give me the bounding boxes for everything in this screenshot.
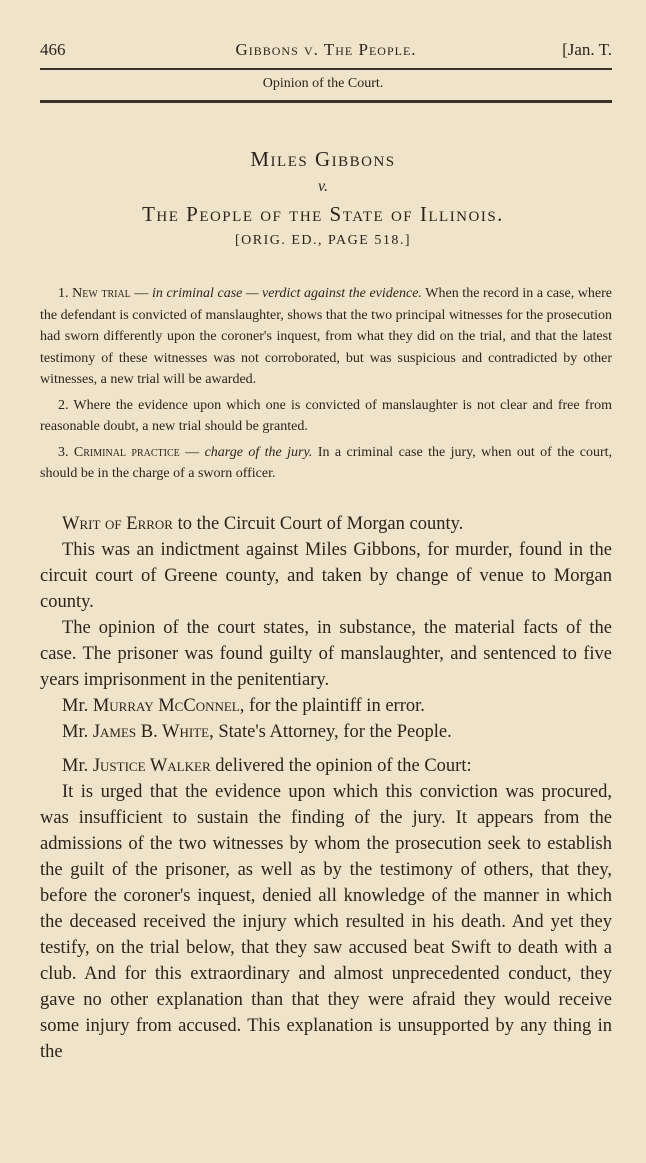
case-caption [0,147,646,249]
term-label: [Jan. T. [562,40,612,59]
headnote-topic: Criminal practice [73,444,180,460]
paragraph: The opinion of the court states, in substance, the material facts of the case. The prisoner was found guilty of manslaughter, and sentenced to five years imprisonment in the penitentiary. [40,618,612,690]
defendant-name: The People of the State of Illinois. [142,202,504,226]
original-edition-ref: [ORIG. ED., PAGE 518.] [235,233,411,248]
headnote-text: Where the evidence upon which one is convicted of manslaughter is not clear and free from reasonable doubt, a new trial should be granted. [40,397,612,434]
running-title: Gibbons v. The People. [235,40,417,59]
headnote-1: 1. New trial — in criminal case — verdict against the evidence. When the record in a case, where the defendant is convicted of manslaughter, shows that the two principal witnesses for the prosecution had sworn differently upon the coroner's inquest, from what they did on the trial, and that the latest testimony of these witnesses was not corroborated, but was suspicious and contradicted by other witnesses, a new trial will be awarded. [40,286,613,387]
paragraph: It is urged that the evidence upon which this conviction was procured, was insufficient to sustain the finding of the jury. It appears from the admissions of the two witnesses by whom the prosecution seek to establish the guilt of the prisoner, as well as by the testimony of others, that they, before the coroner's inquest, denied all knowledge of the manner in which the deceased received the injury which resulted in his death. And yet they testify, on the trial below, that they saw accused beat Swift to death with a club. And for this extraordinary and almost unprecedented conduct, they gave no other explanation than that they were afraid they would receive some injury from accused. This explanation is unsupported by any thing in the [40,782,612,1062]
headnotes [40,283,612,489]
counsel-plaintiff: Mr. Murray McConnel, for the plaintiff in error. [62,696,425,716]
section-subheading: Opinion of the Court. [262,76,384,91]
counsel-people: Mr. James B. White, State's Attorney, for the People. [62,722,452,742]
headnote-3: 3. Criminal practice — charge of the jury. In a criminal case the jury, when out of the court, should be in the charge of a sworn officer. [40,444,613,481]
headnote-topic: New trial [72,286,131,301]
subheading-rule [40,100,612,103]
page-number: 466 [40,40,66,59]
header-rule [40,68,612,70]
opinion-intro: Mr. Justice Walker delivered the opinion of the Court: [62,756,472,776]
headnote-subtopic: charge of the jury. [204,444,313,460]
versus-label: v. [318,178,328,195]
headnote-2: 2. Where the evidence upon which one is convicted of manslaughter is not clear and free from reasonable doubt, a new trial should be granted. [40,397,612,434]
plaintiff-name: Miles Gibbons [250,147,396,171]
headnote-text: When the record in a case, where the defendant is convicted of manslaughter, shows that the two principal witnesses for the prosecution had sworn differently upon the coroner's inquest, from what they did on the trial, and that the latest testimony of these witnesses was not corroborated, but was suspicious and contradicted by other witnesses, a new trial will be awarded. [40,286,613,387]
running-header [40,40,612,66]
opinion-body [40,511,612,1065]
writ-line: Writ of Error to the Circuit Court of Morgan county. [62,514,464,534]
headnote-subtopic: in criminal case — verdict against the evidence. [151,286,422,301]
paragraph: This was an indictment against Miles Gibbons, for murder, found in the circuit court of Greene county, and taken by change of venue to Morgan county. [40,540,612,612]
headnote-text: In a criminal case the jury, when out of the court, should be in the charge of a sworn officer. [40,444,613,481]
